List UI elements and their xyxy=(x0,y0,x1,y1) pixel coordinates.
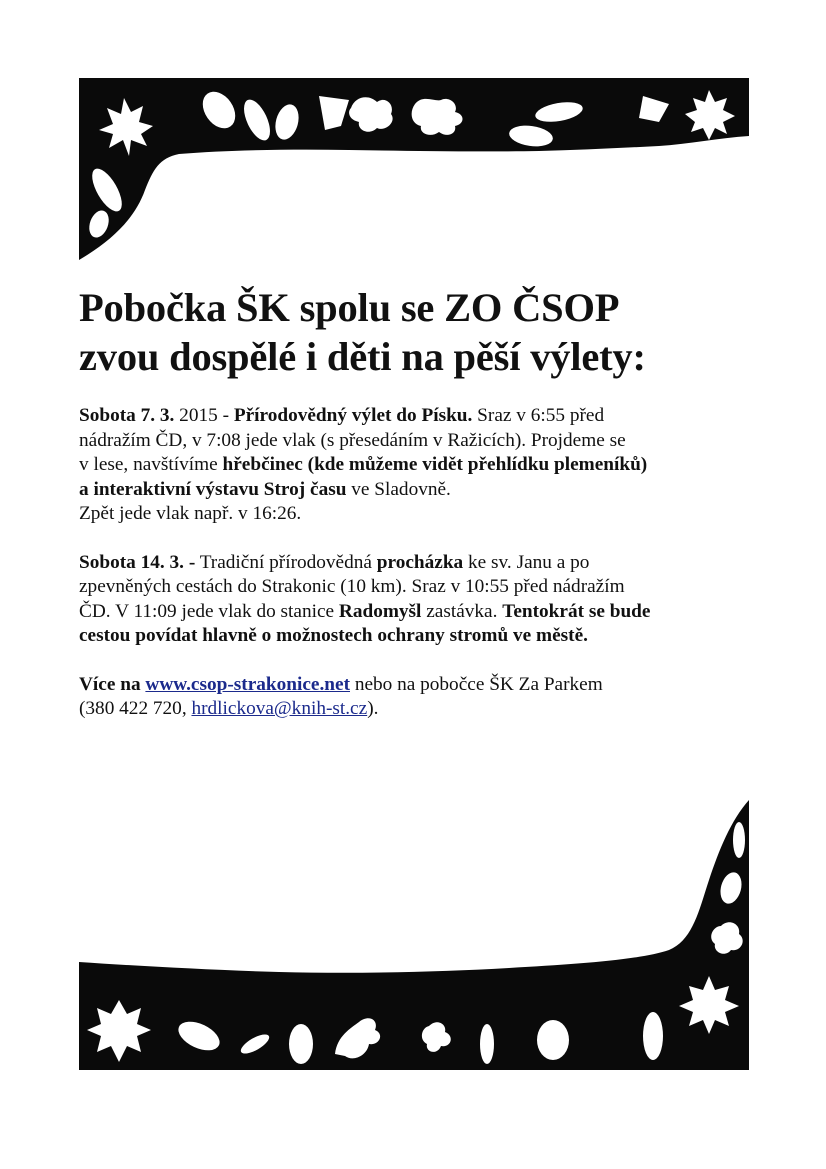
event-2-date: Sobota 14. 3. - xyxy=(79,551,196,573)
event-1-text: v lese, navštívíme xyxy=(79,454,223,475)
event-2-station: Radomyšl xyxy=(338,600,422,622)
contact-text: nebo na pobočce ŠK Za Parkem xyxy=(350,673,603,695)
website-link[interactable]: www.csop-strakonice.net xyxy=(145,673,350,695)
event-1-highlight: a interaktivní výstavu Stroj času xyxy=(79,478,347,500)
bottom-leaf-border xyxy=(79,800,749,1070)
leaf-icon xyxy=(733,822,745,858)
event-1-return-train: Zpět jede vlak např. v 16:26. xyxy=(79,503,302,524)
contact-label: Více na xyxy=(79,673,146,695)
event-1-date: Sobota 7. 3. xyxy=(79,405,175,426)
leaf-icon xyxy=(537,1020,569,1060)
event-1-text: Sraz v 6:55 před xyxy=(472,405,605,426)
event-1-highlight: hřebčinec (kde můžeme vidět přehlídku plemeníků) xyxy=(222,454,648,475)
event-1-text: ve Sladovně. xyxy=(346,478,451,500)
contact-phone: (380 422 720, xyxy=(79,698,192,719)
email-link[interactable]: hrdlickova@knih-st.cz xyxy=(191,698,368,719)
event-2-text: zastávka. xyxy=(421,600,503,622)
title-line-1: Pobočka ŠK spolu se ZO ČSOP xyxy=(79,285,620,330)
event-2-paragraph xyxy=(79,551,759,649)
event-1-paragraph xyxy=(79,404,759,527)
event-2-text: zpevněných cestách do Strakonic (10 km). Sraz v 10:55 před nádražím xyxy=(79,576,625,597)
event-2-highlight: procházka xyxy=(376,551,464,573)
leaf-icon xyxy=(643,1012,663,1060)
top-leaf-border xyxy=(79,78,749,260)
event-1-text: nádražím ČD, v 7:08 jede vlak (s přesedáním v Ražicích). Projdeme se xyxy=(79,429,626,451)
event-1-year: 2015 - xyxy=(174,405,234,426)
event-2-highlight: Tentokrát se bude xyxy=(502,600,651,622)
event-2-text: ČD. V 11:09 jede vlak do stanice xyxy=(79,600,339,622)
event-2-text: ke sv. Janu a po xyxy=(463,551,590,573)
contact-paragraph xyxy=(79,673,759,722)
contact-text: ). xyxy=(367,698,379,719)
leaf-icon xyxy=(289,1024,313,1064)
event-2-highlight: cestou povídat hlavně o možnostech ochrany stromů ve městě. xyxy=(79,625,588,646)
event-1-title: Přírodovědný výlet do Písku. xyxy=(233,405,473,426)
title-line-2: zvou dospělé i děti na pěší výlety: xyxy=(79,334,646,379)
event-2-text: Tradiční přírodovědná xyxy=(195,551,377,573)
flyer-content xyxy=(79,283,759,722)
page-title xyxy=(79,283,759,381)
leaf-icon xyxy=(480,1024,494,1064)
